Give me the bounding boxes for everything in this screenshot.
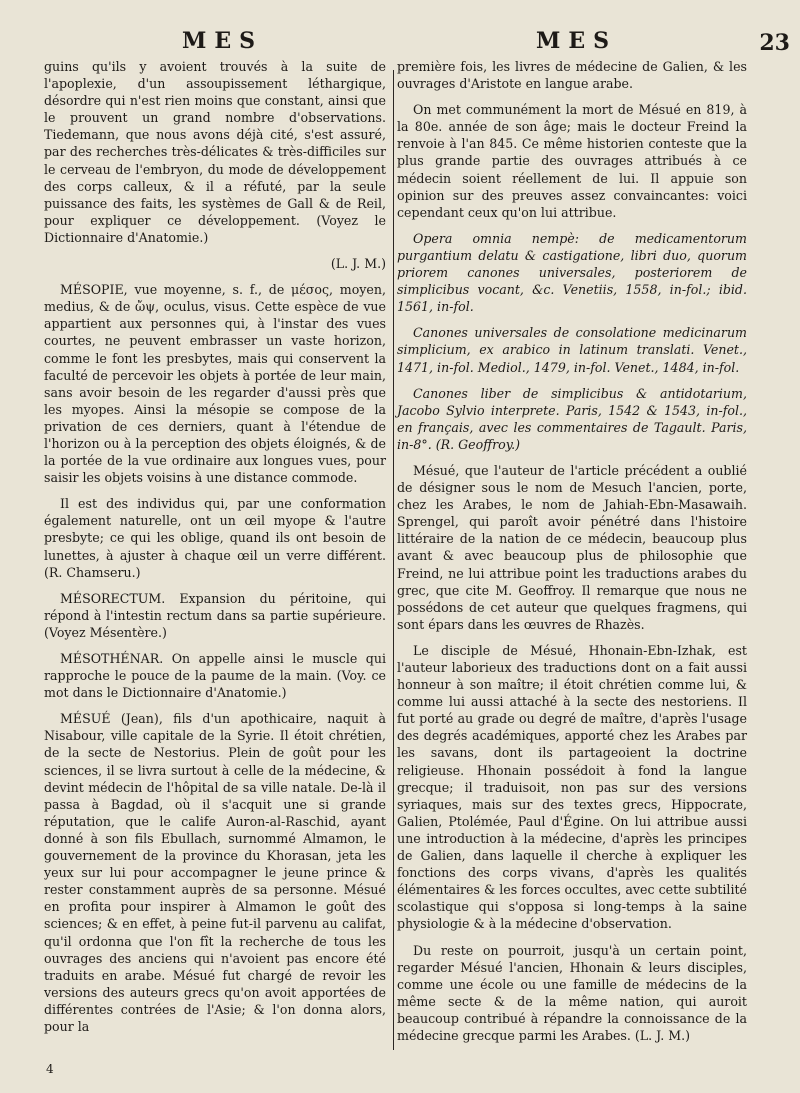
- paragraph-mort-mesue: On met communément la mort de Mésué en 819, à la 80e. année de son âge; mais le docteur Freind la renvoie à l'an 845. Ce même historien conteste que la plus grande partie des ouvrages attribués à ce médecin soient réellement de lui. Il appuie son opinion sur des preuves assez convaincantes: voici cependant ceux qu'on lui attribue.: [397, 102, 747, 220]
- signature-mark: 4: [46, 1062, 54, 1076]
- signature-ljm: (L. J. M.): [330, 256, 386, 272]
- entry-mesothenar: MÉSOTHÉNAR. On appelle ainsi le muscle qui rapproche le pouce de la paume de la main. (Voy. ce mot dans le Dictionnaire d'Anatomie.): [44, 651, 386, 701]
- citation-canones-liber: Canones liber de simplicibus & antidotarium, Jacobo Sylvio interprete. Paris, 1542 & 1543, in-fol., en français, avec les commentaires de Tagault. Paris, in-8°. (R. Geoffroy.): [397, 385, 747, 452]
- column-divider: [393, 70, 394, 1050]
- paragraph-mesue-ancien: Mésué, que l'auteur de l'article précédent a oublié de désigner sous le nom de Mesuch l'ancien, porte, chez les Arabes, le nom de Jahiah-Ebn-Masawaih. Sprengel, qui paroît avoir pénétré dans l'histoire littéraire de la nation de ce médecin, beaucoup plus avant & avec beaucoup plus de philosophie que Freind, ne lui attribue point les traductions arabes du grec, que cite M. Geoffroy. Il remarque que nous ne possédons de cet auteur que quelques fragmens, qui sont épars dans les œuvres de Rhazès.: [397, 462, 747, 632]
- running-head-left: MES: [182, 28, 264, 54]
- citation-canones-universales: Canones universales de consolatione medicinarum simplicium, ex arabico in latinum translati. Venet., 1471, in-fol. Mediol., 1479, in-fol. Venet., 1484, in-fol.: [397, 325, 747, 375]
- running-head-center: MES: [536, 28, 618, 54]
- entry-mesorectum: MÉSORECTUM. Expansion du péritoine, qui répond à l'intestin rectum dans sa partie supérieure. (Voyez Mésentère.): [44, 590, 386, 640]
- entry-mesopie: MÉSOPIE, vue moyenne, s. f., de μέσος, moyen, medius, & de ὤψ, oculus, visus. Cette espèce de vue appartient aux personnes qui, à l'instar des vues courtes, ne peuvent embrasser un vaste horizon, comme le font les presbytes, mais qui conservent la faculté de percevoir les objets à portée de leur main, sans avoir besoin de les regarder d'aussi près que les myopes. Ainsi la mésopie se compose de la privation de ces derniers, quant à l'étendue de l'horizon ou à la perception des objets éloignés, & de la portée de la vue ordinaire aux longues vues, pour saisir les objets voisins à une distance commode.: [44, 282, 386, 486]
- paragraph-tiedemann: guins qu'ils y avoient trouvés à la suite de l'apoplexie, d'un assoupissement léthargique, désordre qui n'est rien moins que constant, ainsi que le prouvent un grand nombre d'observations. Tiedemann, que nous avons déjà cité, s'est assuré, par des recherches très-délicates & très-difficiles sur le cerveau de l'embryon, du mode de développement des corps calleux, & il a réfuté, par la seule puissance des faits, les systèmes de Gall & de Reil, pour expliquer ce développement. (Voyez le Dictionnaire d'Anatomie.): [44, 59, 386, 245]
- right-column: [397, 58, 747, 1053]
- paragraph-ecole: Du reste on pourroit, jusqu'à un certain point, regarder Mésué l'ancien, Hhonain & leurs disciples, comme une école ou une famille de médecins de la même secte & de la même nation, qui auroit beaucoup contribué à répandre la connoissance de la médecine grecque parmi les Arabes. (L. J. M.): [397, 942, 747, 1043]
- paragraph-myope-presbyte: Il est des individus qui, par une conformation également naturelle, ont un œil myope & l'autre presbyte; ce qui les oblige, quand ils ont besoin de lunettes, à ajuster à chaque œil un verre différent. (R. Chamseru.): [44, 496, 386, 580]
- citation-opera-omnia: Opera omnia nempè: de medicamentorum purgantium delatu & castigatione, libri duo, quorum priorem canones universales, posteriorem de simplicibus vocant, &c. Venetiis, 1558, in-fol.; ibid. 1561, in-fol.: [397, 230, 747, 315]
- paragraph-galien-aristote: première fois, les livres de médecine de Galien, & les ouvrages d'Aristote en langue arabe.: [397, 59, 747, 92]
- page-number: 23: [759, 30, 790, 56]
- paragraph-hhonain: Le disciple de Mésué, Hhonain-Ebn-Izhak, est l'auteur laborieux des traductions dont on a fait aussi honneur à son maître; il étoit chrétien comme lui, & comme lui aussi attaché à la secte des nestoriens. Il fut porté au grade ou degré de maître, d'après l'usage des degrés académiques, apporté chez les Arabes par les savans, dont ils partageoient la doctrine religieuse. Hhonain possédoit à fond la langue grecque; il traduisoit, non pas sur des versions syriaques, mais sur des textes grecs, Hippocrate, Galien, Ptolémée, Paul d'Égine. On lui attribue aussi une introduction à la médecine, d'après les principes de Galien, dans laquelle il cherche à expliquer les fonctions des corps vivans, d'après les qualités élémentaires & les forces occultes, avec cette subtilité scolastique qui s'opposa si long-temps à la saine physiologie & à la médecine d'observation.: [397, 642, 747, 932]
- entry-mesue-jean: MÉSUÉ (Jean), fils d'un apothicaire, naquit à Nisabour, ville capitale de la Syrie. Il étoit chrétien, de la secte de Nestorius. Plein de goût pour les sciences, il se livra surtout à celle de la médecine, & devint médecin de l'hôpital de sa ville natale. De-là il passa à Bagdad, où il s'acquit une si grande réputation, que le calife Auron-al-Raschid, ayant donné à son fils Ebullach, surnommé Almamon, le gouvernement de la province du Khorasan, jeta les yeux sur lui pour accompagner le jeune prince & rester constamment auprès de sa personne. Mésué en profita pour inspirer à Almamon le goût des sciences; & en effet, à peine fut-il parvenu au califat, qu'il ordonna que l'on fît la recherche de tous les ouvrages des anciens qui n'avoient pas encore été traduits en arabe. Mésué fut chargé de revoir les versions des auteurs grecs qu'on avoit apportées de différentes contrées de l'Asie; & l'on donna alors, pour la: [44, 711, 386, 1034]
- left-column: [44, 58, 386, 1044]
